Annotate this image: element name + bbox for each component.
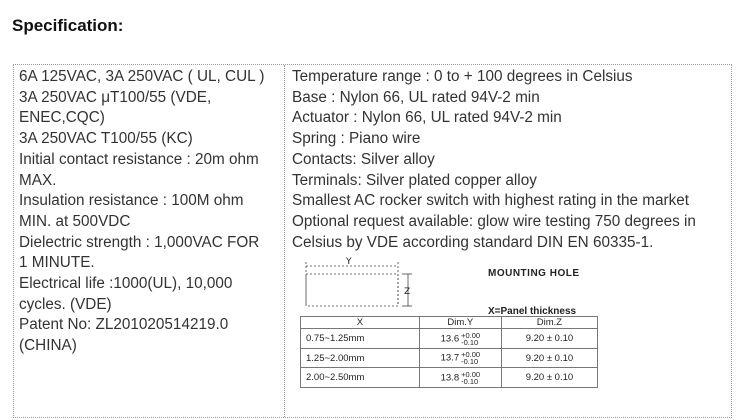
dim-y-label: Y: [346, 257, 352, 267]
spec-line: Base : Nylon 66, UL rated 94V-2 min: [292, 88, 540, 106]
dimension-header-row: [301, 317, 598, 329]
dim-y-value: 13.6: [440, 333, 460, 345]
spec-line: Spring : Piano wire: [292, 130, 421, 148]
mounting-hole-title: MOUNTING HOLE: [488, 268, 580, 279]
tolerance-minus: -0.10: [461, 376, 479, 386]
cell-x: 2.00~2.50mm: [301, 368, 420, 388]
spec-line: Insulation resistance : 100M ohm: [19, 192, 244, 210]
header-dim-y: Dim.Y: [419, 317, 501, 329]
spec-line: MAX.: [19, 171, 57, 189]
spec-line: 3A 250VAC μT100/55 (VDE,: [19, 88, 212, 106]
header-x: X: [301, 317, 420, 329]
spec-line: (CHINA): [19, 337, 77, 355]
spec-line: MIN. at 500VDC: [19, 212, 131, 230]
dim-y-value: 13.7: [440, 352, 460, 364]
mounting-hole-drawing: [288, 254, 618, 392]
spec-line: Temperature range : 0 to + 100 degrees in Celsius: [292, 68, 633, 85]
tolerance-minus: -0.10: [461, 337, 479, 347]
tolerance-plus: +0.00: [461, 369, 481, 379]
table-row: [301, 348, 598, 368]
cell-x: 1.25~2.00mm: [301, 348, 420, 368]
spec-line: Celsius by VDE according standard DIN EN 60335-1.: [292, 233, 654, 251]
spec-line: Optional request available: glow wire testing 750 degrees in: [292, 212, 696, 230]
spec-line: Smallest AC rocker switch with highest rating in the market: [292, 192, 690, 210]
cell-dim-z: 9.20 ± 0.10: [501, 348, 597, 368]
tolerance-plus: +0.00: [461, 330, 481, 340]
spec-line: Terminals: Silver plated copper alloy: [292, 171, 537, 189]
page-heading: Specification:: [12, 16, 124, 35]
spec-line: Actuator : Nylon 66, UL rated 94V-2 min: [292, 109, 562, 127]
table-row: [301, 368, 598, 388]
cell-dim-y: [419, 348, 501, 368]
spec-column-left: [14, 65, 285, 417]
header-dim-z: Dim.Z: [501, 317, 597, 329]
spec-line: 6A 125VAC, 3A 250VAC ( UL, CUL ): [19, 68, 265, 85]
cell-dim-z: 9.20 ± 0.10: [501, 368, 597, 388]
spec-line: ENEC,CQC): [19, 109, 105, 127]
cell-x: 0.75~1.25mm: [301, 329, 420, 349]
table-row: [301, 329, 598, 349]
dim-z-label: Z: [404, 287, 411, 297]
spec-line: Patent No: ZL201020514219.0: [19, 316, 229, 334]
spec-line: Electrical life :1000(UL), 10,000: [19, 275, 233, 293]
spec-line: cycles. (VDE): [19, 295, 112, 313]
mounting-hole-diagram: [298, 256, 418, 316]
panel-thickness-note: X=Panel thickness: [488, 306, 577, 317]
tolerance-plus: +0.00: [461, 350, 481, 360]
cell-dim-y: [419, 368, 501, 388]
cell-dim-y: [419, 329, 501, 349]
spec-line: 1 MINUTE.: [19, 254, 95, 272]
spec-line: Contacts: Silver alloy: [292, 150, 435, 168]
spec-line: Initial contact resistance : 20m ohm: [19, 150, 259, 168]
dim-y-value: 13.8: [440, 372, 460, 384]
spec-line: 3A 250VAC T100/55 (KC): [19, 130, 193, 148]
dimension-table: [300, 316, 598, 388]
spec-line: Dielectric strength : 1,000VAC FOR: [19, 233, 260, 251]
tolerance-minus: -0.10: [461, 357, 479, 367]
cell-dim-z: 9.20 ± 0.10: [501, 329, 597, 349]
